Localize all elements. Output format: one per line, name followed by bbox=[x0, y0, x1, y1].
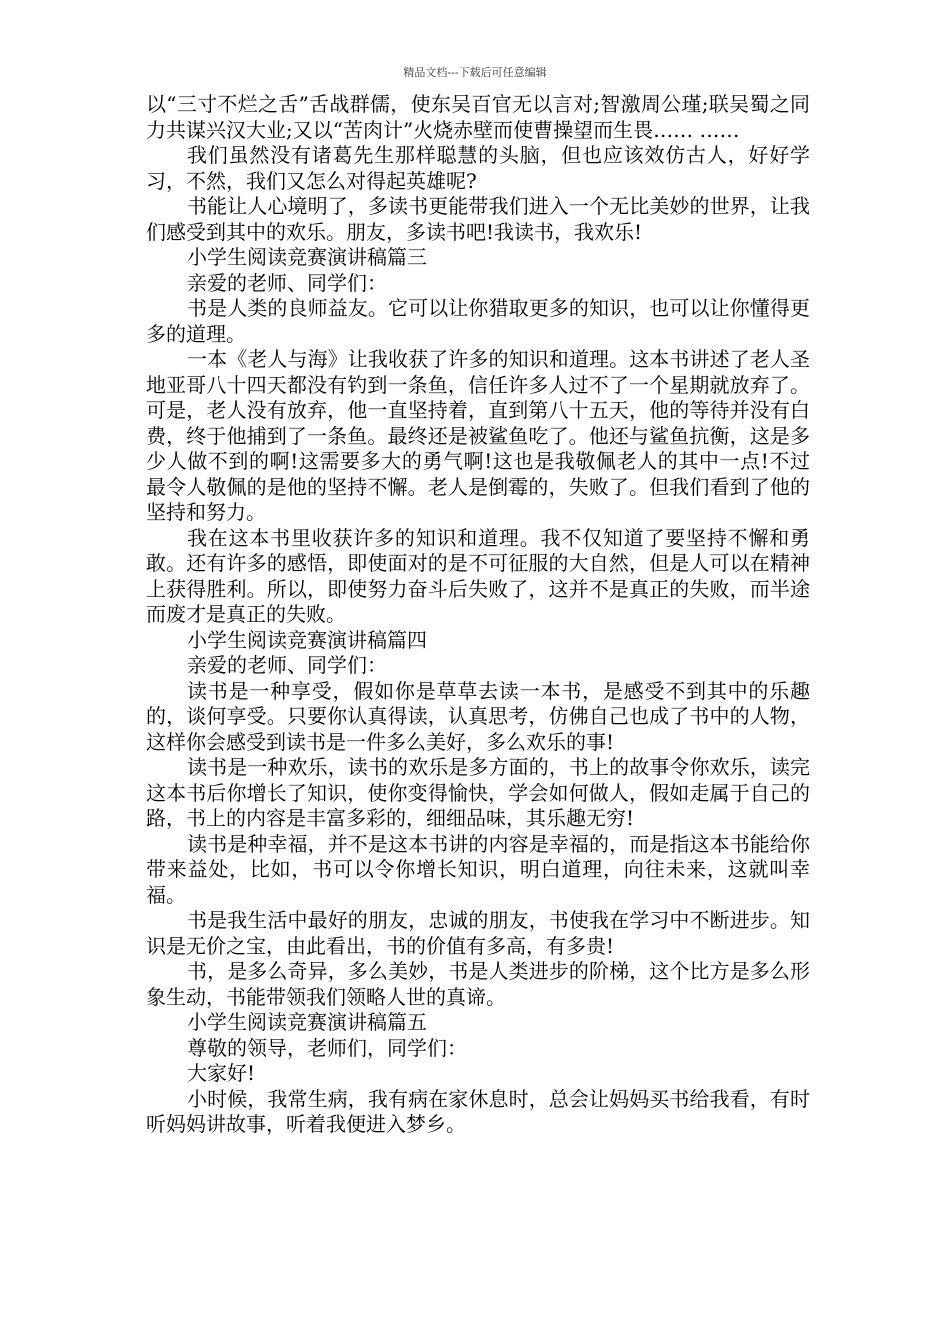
paragraph: 书，是多么奇异，多么美妙，书是人类进步的阶梯，这个比方是多么形象生动，书能带领我们领略人世的真谛。 bbox=[146, 959, 810, 1009]
paragraph: 读书是一种享受，假如你是草草去读一本书，是感受不到其中的乐趣的，谈何享受。只要你认真得读，认真思考，仿佛自己也成了书中的人物，这样你会感受到读书是一件多么美好，多么欢乐的事! bbox=[146, 678, 810, 754]
paragraph: 小时候，我常生病，我有病在家休息时，总会让妈妈买书给我看，有时听妈妈讲故事，听着我便进入梦乡。 bbox=[146, 1086, 810, 1136]
salutation: 亲爱的老师、同学们： bbox=[187, 653, 387, 677]
section-heading: 小学生阅读竞赛演讲稿篇三 bbox=[187, 245, 427, 269]
paragraph: 读书是一种欢乐，读书的欢乐是多方面的，书上的故事令你欢乐，读完这本书后你增长了知识，使你变得愉快，学会如何做人，假如走属于自己的路，书上的内容是丰富多彩的，细细品味，其乐趣无穷! bbox=[146, 755, 810, 830]
document-body bbox=[146, 92, 810, 1138]
paragraph: 书是我生活中最好的朋友，忠诚的朋友，书使我在学习中不断进步。知识是无价之宝，由此看出，书的价值有多高，有多贵! bbox=[146, 908, 810, 958]
paragraph: 一本《老人与海》让我收获了许多的知识和道理。这本书讲述了老人圣地亚哥八十四天都没有钓到一条鱼，信任许多人过不了一个星期就放弃了。可是，老人没有放弃，他一直坚持着，直到第八十五天，他的等待并没有白费，终于他捕到了一条鱼。最终还是被鲨鱼吃了。他还与鲨鱼抗衡，这是多少人做不到的啊!这需要多大的勇气啊!这也是我敬佩老人的其中一点!不过最令人敬佩的是他的坚持不懈。老人是倒霉的，失败了。但我们看到了他的坚持和努力。 bbox=[146, 347, 810, 524]
section-heading: 小学生阅读竞赛演讲稿篇四 bbox=[187, 627, 427, 652]
section-heading: 小学生阅读竞赛演讲稿篇五 bbox=[187, 1010, 427, 1034]
salutation: 尊敬的领导，老师们，同学们： bbox=[187, 1035, 467, 1060]
paragraph: 我们虽然没有诸葛先生那样聪慧的头脑，但也应该效仿古人，好好学习，不然，我们又怎么对得起英雄呢? bbox=[146, 143, 810, 193]
page-header: 精品文档---下载后可任意编辑 bbox=[403, 66, 547, 79]
paragraph: 以“三寸不烂之舌”舌战群儒，使东吴百官无以言对;智激周公瑾;联吴蜀之同力共谋兴汉大业;又以“苦肉计”火烧赤壁而使曹操望而生畏…… …… bbox=[146, 92, 810, 142]
salutation: 亲爱的老师、同学们： bbox=[187, 270, 387, 295]
paragraph: 书能让人心境明了，多读书更能带我们进入一个无比美妙的世界，让我们感受到其中的欢乐。朋友，多读书吧!我读书，我欢乐! bbox=[146, 194, 810, 244]
greeting: 大家好! bbox=[187, 1061, 256, 1085]
paragraph: 书是人类的良师益友。它可以让你猎取更多的知识，也可以让你懂得更多的道理。 bbox=[146, 296, 810, 346]
paragraph: 读书是种幸福，并不是这本书讲的内容是幸福的，而是指这本书能给你带来益处，比如，书可以令你增长知识，明白道理，向往未来，这就叫幸福。 bbox=[146, 831, 810, 907]
paragraph: 我在这本书里收获许多的知识和道理。我不仅知道了要坚持不懈和勇敢。还有许多的感悟，即使面对的是不可征服的大自然，但是人可以在精神上获得胜利。所以，即使努力奋斗后失败了，这并不是真正的失败，而半途而废才是真正的失败。 bbox=[146, 525, 810, 626]
